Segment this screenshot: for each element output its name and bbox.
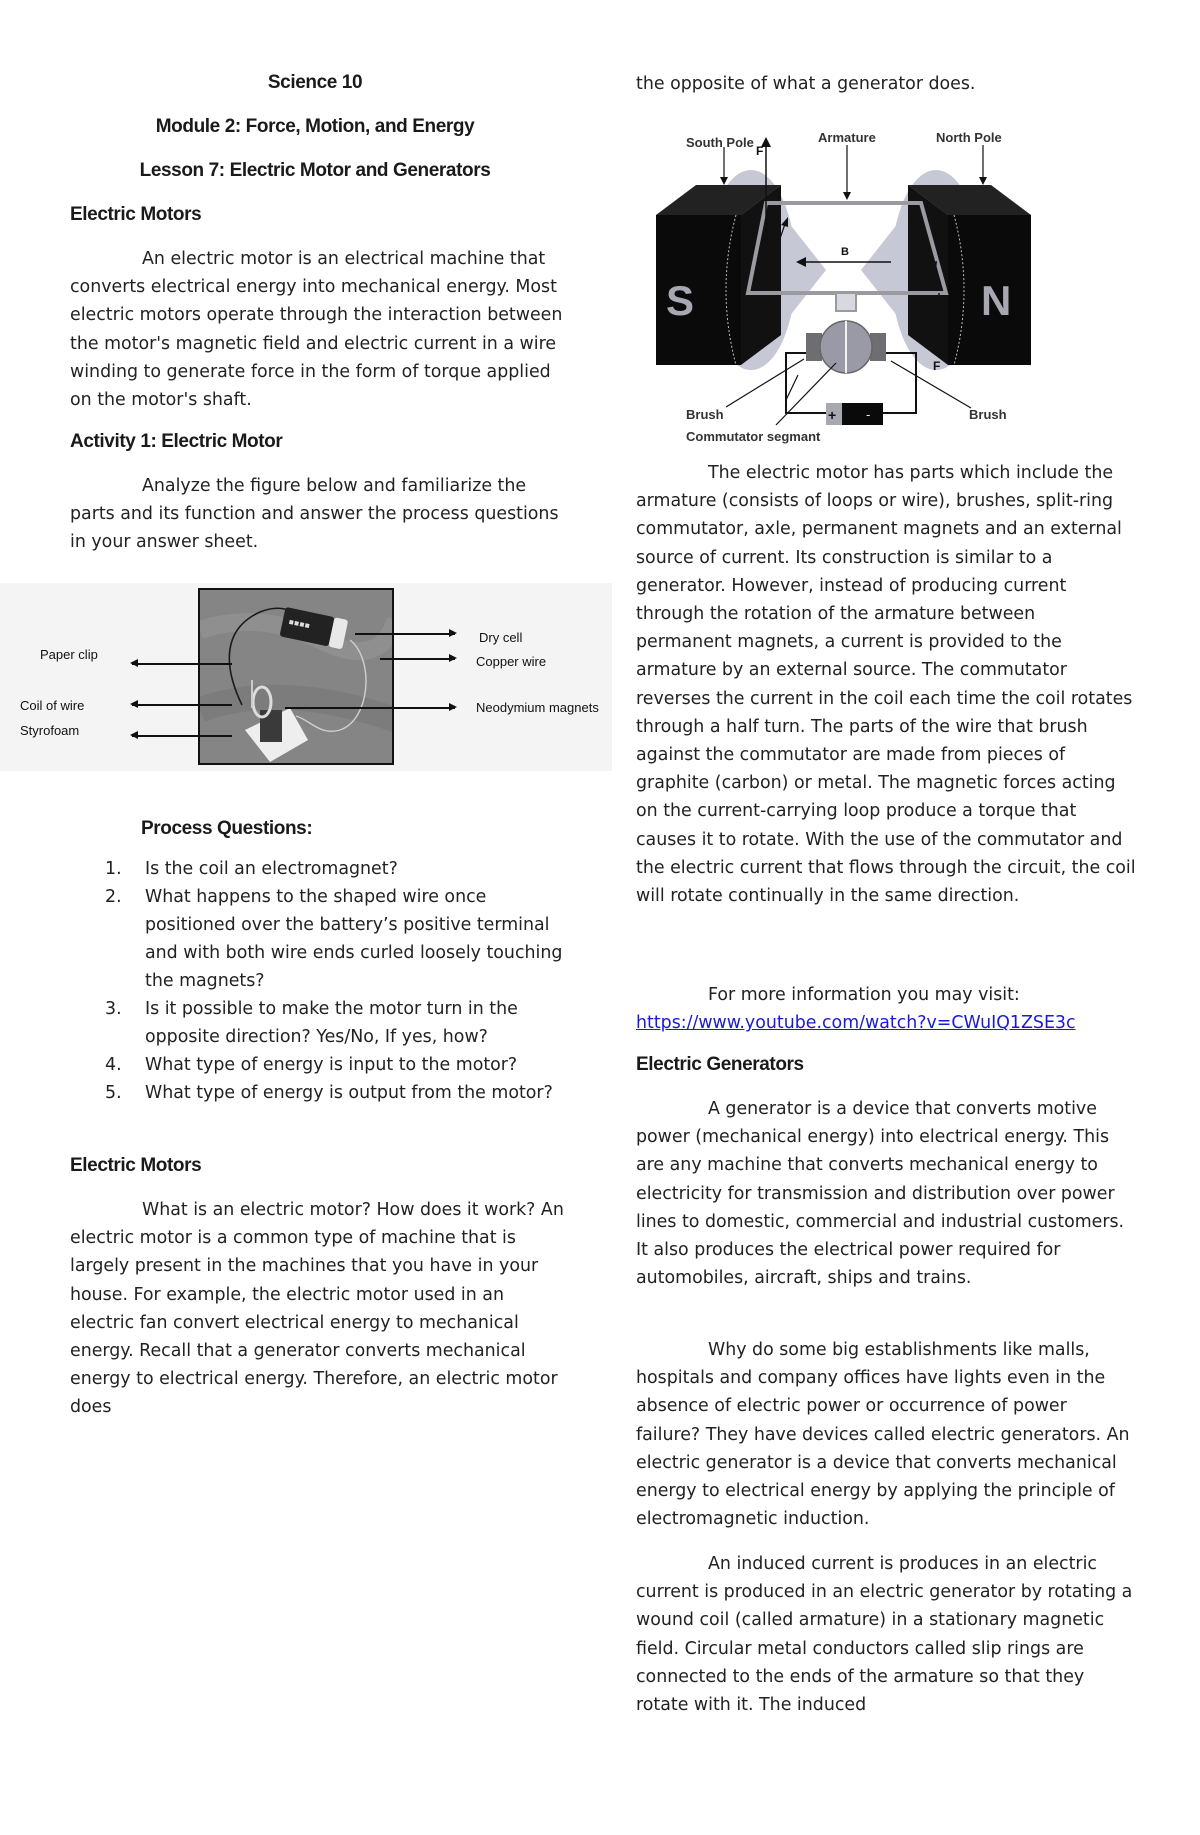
force-top-label: F bbox=[756, 144, 764, 158]
youtube-link[interactable]: https://www.youtube.com/watch?v=CWuIQ1ZSE3c bbox=[636, 1013, 1076, 1034]
process-questions-heading: Process Questions: bbox=[141, 818, 313, 839]
section-heading-electric-motors-2: Electric Motors bbox=[70, 1155, 202, 1176]
paragraph-electric-motor-definition: An electric motor is an electrical machine that converts electrical energy into mechanical energy. Most electric motors operate through the interaction between the motor's magnetic field and electric current in a wire winding to generate force in the form of torque applied on the motor's shaft. bbox=[70, 249, 563, 411]
dc-motor-diagram bbox=[636, 125, 1056, 445]
magnet-n-letter: N bbox=[981, 277, 1012, 324]
continuation-text: the opposite of what a generator does. bbox=[636, 74, 976, 94]
activity-heading: Activity 1: Electric Motor bbox=[70, 431, 283, 452]
label-brush-left: Brush bbox=[686, 407, 724, 422]
paragraph-why-generators: Why do some big establishments like malls, hospitals and company offices have lights even in the absence of electric power or occurrence of power failure? They have devices called electric generators. An electric generator is a device that converts mechanical energy to electrical energy by applying the principle of electromagnetic induction. bbox=[636, 1340, 1130, 1530]
process-questions-list bbox=[105, 855, 565, 1107]
document-title: Science 10 bbox=[267, 72, 363, 93]
motor-diagram-svg bbox=[636, 125, 1056, 445]
arrow-paper-clip bbox=[132, 663, 232, 665]
label-armature: Armature bbox=[818, 130, 876, 145]
question-item: 5. What type of energy is output from the motor? bbox=[105, 1083, 553, 1103]
label-commutator-segment: Commutator segmant bbox=[686, 429, 821, 444]
paragraph-generator-definition: A generator is a device that converts motive power (mechanical energy) into electrical energy. This are any machine that converts mechanical energy to electricity for transmission and distribution over power lines to domestic, commercial and industrial customers. It also produces the electrical power required for automobiles, aircraft, ships and trains. bbox=[636, 1099, 1125, 1289]
arrow-neodymium-magnets bbox=[285, 707, 455, 709]
module-title: Module 2: Force, Motion, and Energy bbox=[155, 116, 475, 137]
paragraph-what-is-motor: What is an electric motor? How does it work? An electric motor is a common type of machine that is largely present in the machines that you have in your house. For example, the electric motor used in an electric fan convert electrical energy to mechanical energy. Recall that a generator converts mechanical energy to electrical energy. Therefore, an electric motor does bbox=[70, 1200, 564, 1418]
battery-plus: + bbox=[828, 407, 837, 423]
arrow-copper-wire bbox=[380, 658, 455, 660]
label-copper-wire: Copper wire bbox=[476, 654, 547, 669]
label-north-pole: North Pole bbox=[936, 130, 1002, 145]
label-coil-of-wire: Coil of wire bbox=[20, 698, 85, 713]
label-styrofoam: Styrofoam bbox=[20, 723, 80, 738]
electric-generators-heading: Electric Generators bbox=[636, 1054, 804, 1075]
current-right-label: I bbox=[911, 215, 915, 230]
paragraph-motor-parts: The electric motor has parts which include the armature (consists of loops or wire), brushes, split-ring commutator, axle, permanent magnets and an external source of current. Its construction is similar to a generator. However, instead of producing current through the rotation of the armature between permanent magnets, a current is provided to the armature by an external source. The commutator reverses the current in the coil each time the coil rotates through a half turn. The parts of the wire that brush against the commutator are made from pieces of graphite (carbon) or metal. The magnetic forces acting on the current-carrying loop produce a torque that causes it to rotate. With the use of the commutator and the electric current that flows through the circuit, the coil will rotate continually in the same direction. bbox=[636, 463, 1136, 907]
label-neodymium-magnets: Neodymium magnets bbox=[476, 700, 599, 715]
label-brush-right: Brush bbox=[969, 407, 1007, 422]
current-left-label: I bbox=[761, 263, 765, 278]
paragraph-induced-current: An induced current is produces in an electric current is produced in an electric generator by rotating a wound coil (called armature) in a stationary magnetic field. Circular metal conductors called slip rings are connected to the ends of the armature so that they rotate with it. The induced bbox=[636, 1554, 1133, 1716]
field-b-label: B bbox=[841, 246, 849, 258]
activity-instructions: Analyze the figure below and familiarize the parts and its function and answer the process questions in your answer sheet. bbox=[70, 476, 559, 553]
battery-minus: - bbox=[866, 407, 871, 422]
svg-text:▪▪▪▪: ▪▪▪▪ bbox=[287, 616, 311, 631]
arrow-dry-cell bbox=[355, 633, 455, 635]
section-heading-electric-motors: Electric Motors bbox=[70, 204, 202, 225]
question-item: 2. What happens to the shaped wire once positioned over the battery’s positive terminal and with both wire ends curled loosely touching the magnets? bbox=[105, 887, 563, 991]
more-info-block bbox=[636, 981, 1136, 1037]
question-item: 4. What type of energy is input to the motor? bbox=[105, 1055, 518, 1075]
magnet-s-letter: S bbox=[666, 277, 695, 324]
photo-illustration bbox=[200, 590, 394, 765]
homemade-motor-photo bbox=[198, 588, 394, 765]
question-item: 1. Is the coil an electromagnet? bbox=[105, 859, 398, 879]
lesson-title: Lesson 7: Electric Motor and Generators bbox=[139, 160, 491, 181]
label-south-pole: South Pole bbox=[686, 135, 754, 150]
arrow-styrofoam bbox=[132, 735, 232, 737]
motor-activity-photo-figure bbox=[0, 583, 612, 771]
label-paper-clip: Paper clip bbox=[40, 647, 98, 662]
force-bottom-label: F bbox=[933, 359, 941, 373]
arrow-coil bbox=[132, 704, 232, 706]
label-dry-cell: Dry cell bbox=[479, 630, 523, 645]
question-item: 3. Is it possible to make the motor turn in the opposite direction? Yes/No, If yes, how? bbox=[105, 999, 518, 1047]
more-info-text: For more information you may visit: bbox=[708, 985, 1020, 1005]
